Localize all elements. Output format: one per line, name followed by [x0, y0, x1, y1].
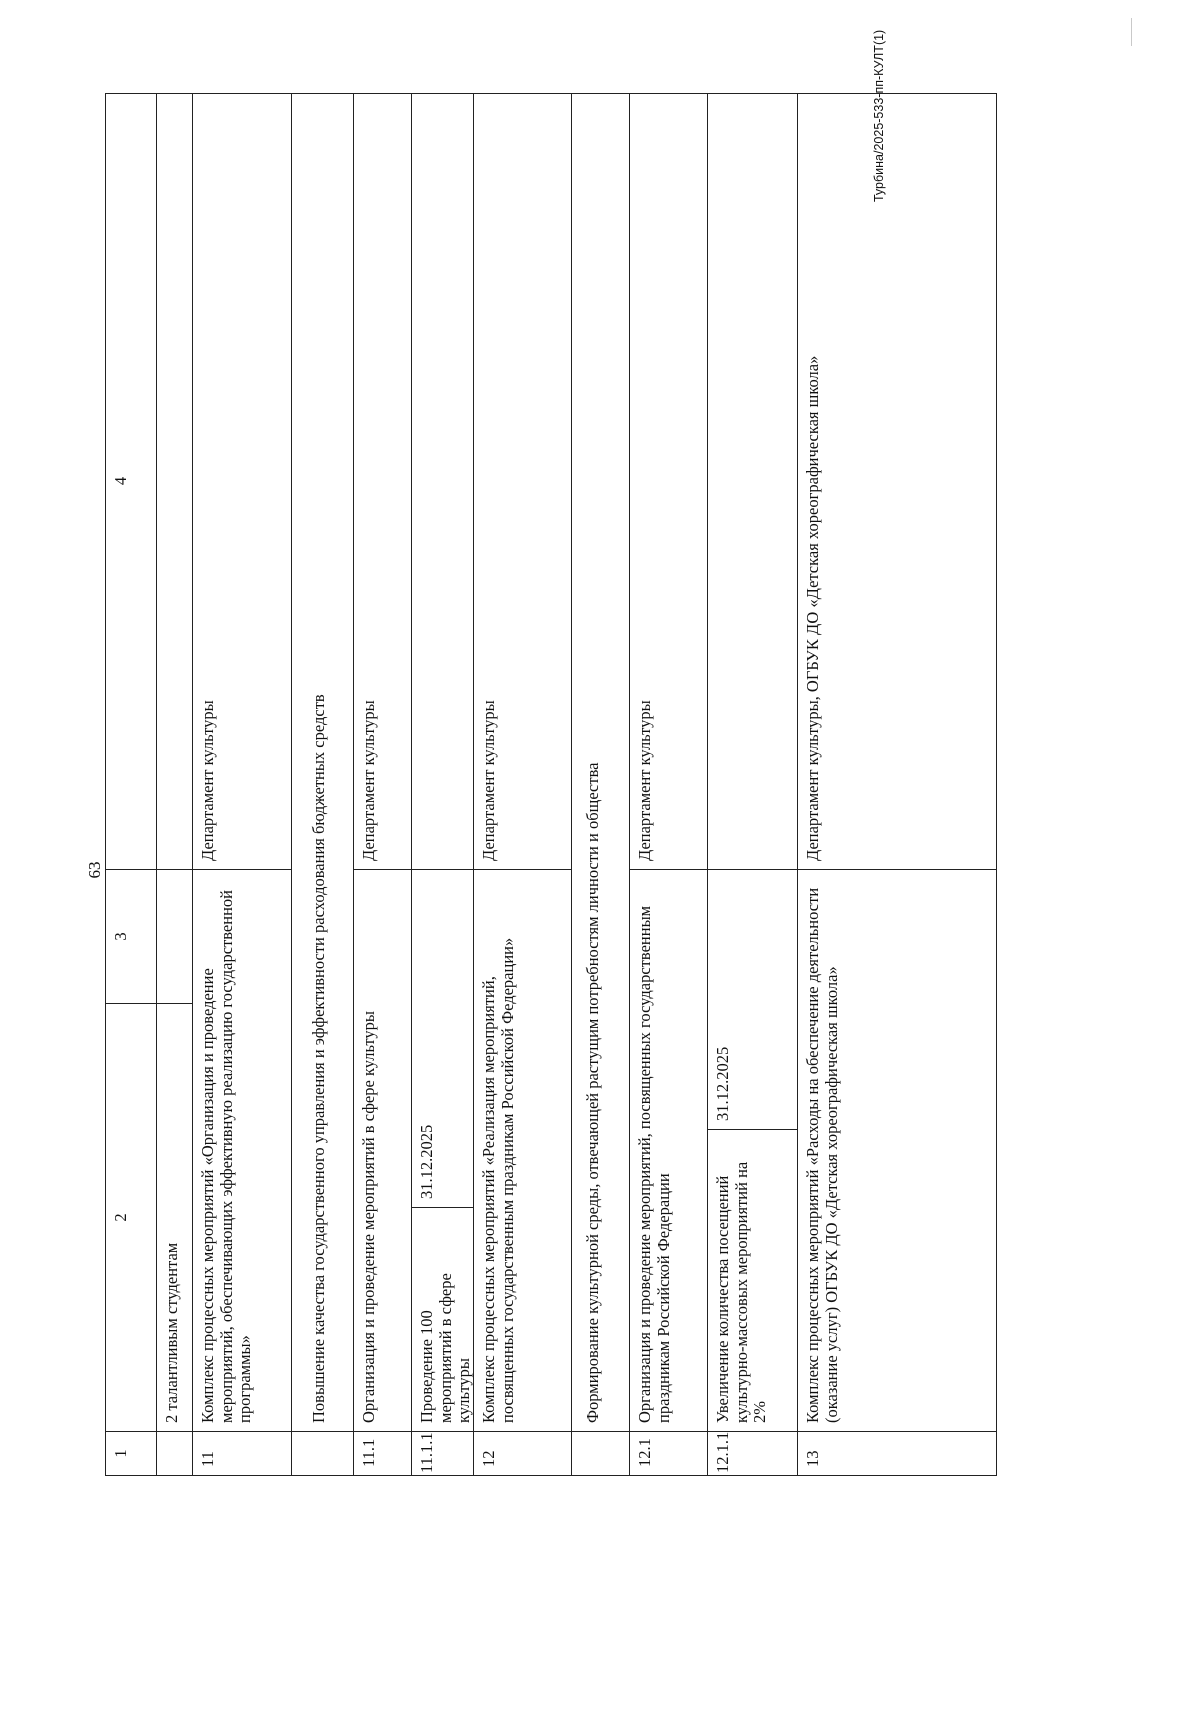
page-number: 63: [85, 861, 104, 879]
responsible-text: Департамент культуры: [629, 93, 707, 870]
row-number: 12: [473, 1432, 571, 1476]
row-number: 11: [192, 1432, 291, 1476]
document-code: Турбина/2025-533-пп-КУЛТ(1): [872, 29, 886, 202]
measure-text: Организация и проведение мероприятий, посвященных государственным праздникам Российской Федерации: [629, 870, 707, 1432]
row-number: 12.1: [629, 1432, 707, 1476]
responsible-text: Департамент культуры: [353, 93, 411, 870]
header-col-4: 4: [105, 93, 156, 870]
header-col-1: 1: [105, 1432, 156, 1476]
table-outer-border: [105, 93, 997, 1476]
measure-text: Проведение 100 мероприятий в сфере культуры: [411, 1208, 473, 1432]
scan-edge-mark: [1131, 18, 1132, 46]
deadline-date: 31.12.2025: [707, 870, 797, 1130]
header-col-3: 3: [105, 870, 156, 1004]
measure-text: Увеличение количества посещений культурно-массовых мероприятий на 2%: [707, 1130, 797, 1432]
measure-text: Комплекс процессных мероприятий «Организация и проведение мероприятий, обеспечивающих эффективную реализацию государственной программы»: [192, 870, 291, 1432]
row-number: 12.1.1: [707, 1432, 797, 1476]
measure-text: Комплекс процессных мероприятий «Расходы на обеспечение деятельности (оказание услуг) ОГБУК ДО «Детская хореографическая школа»: [797, 870, 997, 1432]
section-heading: Формирование культурной среды, отвечающей растущим потребностям личности и общества: [571, 93, 629, 1432]
responsible-text: Департамент культуры: [473, 93, 571, 870]
measures-table: [105, 93, 1200, 1473]
row-number: 11.1.1: [411, 1432, 473, 1476]
responsible-text: Департамент культуры: [192, 93, 291, 870]
responsible-text: Департамент культуры, ОГБУК ДО «Детская хореографическая школа»: [797, 93, 997, 870]
continuation-text: 2 талантливым студентам: [156, 1004, 192, 1432]
deadline-date: 31.12.2025: [411, 870, 473, 1208]
measure-text: Организация и проведение мероприятий в сфере культуры: [353, 870, 411, 1432]
header-col-2: 2: [105, 1004, 156, 1432]
row-number: 11.1: [353, 1432, 411, 1476]
row-number: 13: [797, 1432, 997, 1476]
measure-text: Комплекс процессных мероприятий «Реализация мероприятий, посвященных государственным праздникам Российской Федерации»: [473, 870, 571, 1432]
section-heading: Повышение качества государственного управления и эффективности расходования бюджетных средств: [291, 93, 353, 1432]
